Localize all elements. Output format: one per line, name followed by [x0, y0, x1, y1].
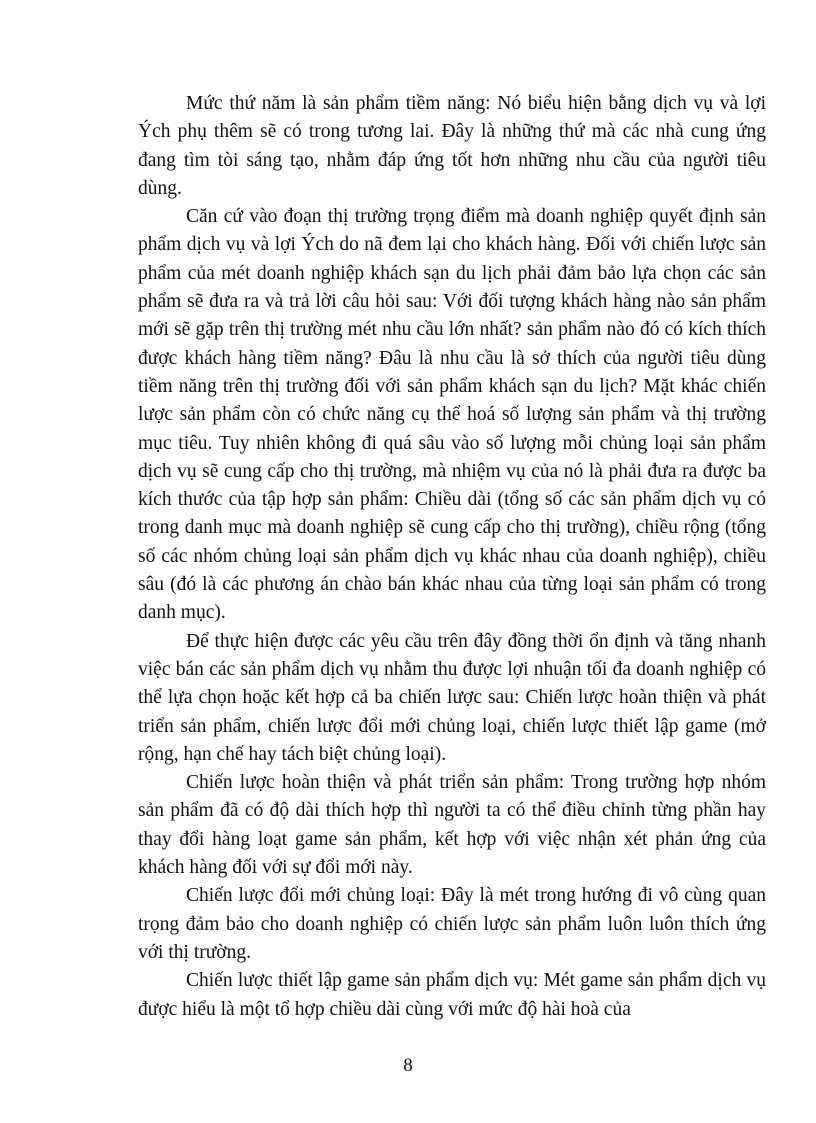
paragraph-improvement-strategy: Chiến lược hoàn thiện và phát triển sản phẩm: Trong trường hợp nhóm sản phẩm đã có độ dài thích hợp thì người ta có thể điều chỉnh từng phần hay thay đổi hàng loạt game sản phẩm, kết hợp với việc nhận xét phản ứng của khách hàng đối với sự đổi mới này. [138, 772, 766, 879]
paragraph-three-strategies: Để thực hiện được các yêu cầu trên đây đồng thời ổn định và tăng nhanh việc bán các sản phẩm dịch vụ nhằm thu được lợi nhuận tối đa doanh nghiệp có thể lựa chọn hoặc kết hợp cả ba chiến lược sau: Chiến lược hoàn thiện và phát triển sản phẩm, chiến lược đổi mới chủng loại, chiến lược thiết lập game (mở rộng, hạn chế hay tách biệt chủng loại). [138, 630, 766, 765]
paragraph-potential-product: Mức thứ năm là sản phẩm tiềm năng: Nó biểu hiện bằng dịch vụ và lợi Ých phụ thêm sẽ có trong tương lai. Đây là những thứ mà các nhà cung ứng đang tìm tòi sáng tạo, nhằm đáp ứng tốt hơn những nhu cầu của người tiêu dùng. [138, 93, 766, 199]
paragraph-product-strategy: Căn cứ vào đoạn thị trường trọng điểm mà doanh nghiệp quyết định sản phẩm dịch vụ và lợi Ých do nã đem lại cho khách hàng. Đối với chiến lược sản phẩm của mét doanh nghiệp khách sạn du lịch phải đảm bảo lựa chọn các sản phẩm sẽ đưa ra và trả lời câu hỏi sau: Với đối tượng khách hàng nào sản phẩm mới sẽ gặp trên thị trường mét nhu cầu lớn nhất? sản phẩm nào đó có kích thích được khách hàng tiềm năng? Đâu là nhu cầu là sở thích của người tiêu dùng tiềm năng trên thị trường đối với sản phẩm khách sạn du lịch? Mặt khác chiến lược sản phẩm còn có chức năng cụ thể hoá số lượng sản phẩm và thị trường mục tiêu. Tuy nhiên không đi quá sâu vào số lượng mỗi chủng loại sản phẩm dịch vụ sẽ cung cấp cho thị trường, mà nhiệm vụ của nó là phải đưa ra được ba kích thước của tập hợp sản phẩm: Chiều dài (tổng số các sản phẩm dịch vụ có trong danh mục mà doanh nghiệp sẽ cung cấp cho thị trường), chiều rộng (tổng số các nhóm chủng loại sản phẩm dịch vụ khác nhau của doanh nghiệp), chiều sâu (đó là các phương án chào bán khác nhau của từng loại sản phẩm có trong danh mục). [138, 206, 766, 624]
page-number: 8 [403, 1055, 413, 1076]
paragraph-range-strategy: Chiến lược thiết lập game sản phẩm dịch vụ: Mét game sản phẩm dịch vụ được hiểu là một tổ hợp chiều dài cùng với mức độ hài hoà của [138, 970, 766, 1020]
body-text [138, 90, 766, 1024]
paragraph-renewal-strategy: Chiến lược đổi mới chủng loại: Đây là mét trong hướng đi vô cùng quan trọng đảm bảo cho doanh nghiệp có chiến lược sản phẩm luôn luôn thích ứng với thị trường. [138, 885, 766, 963]
